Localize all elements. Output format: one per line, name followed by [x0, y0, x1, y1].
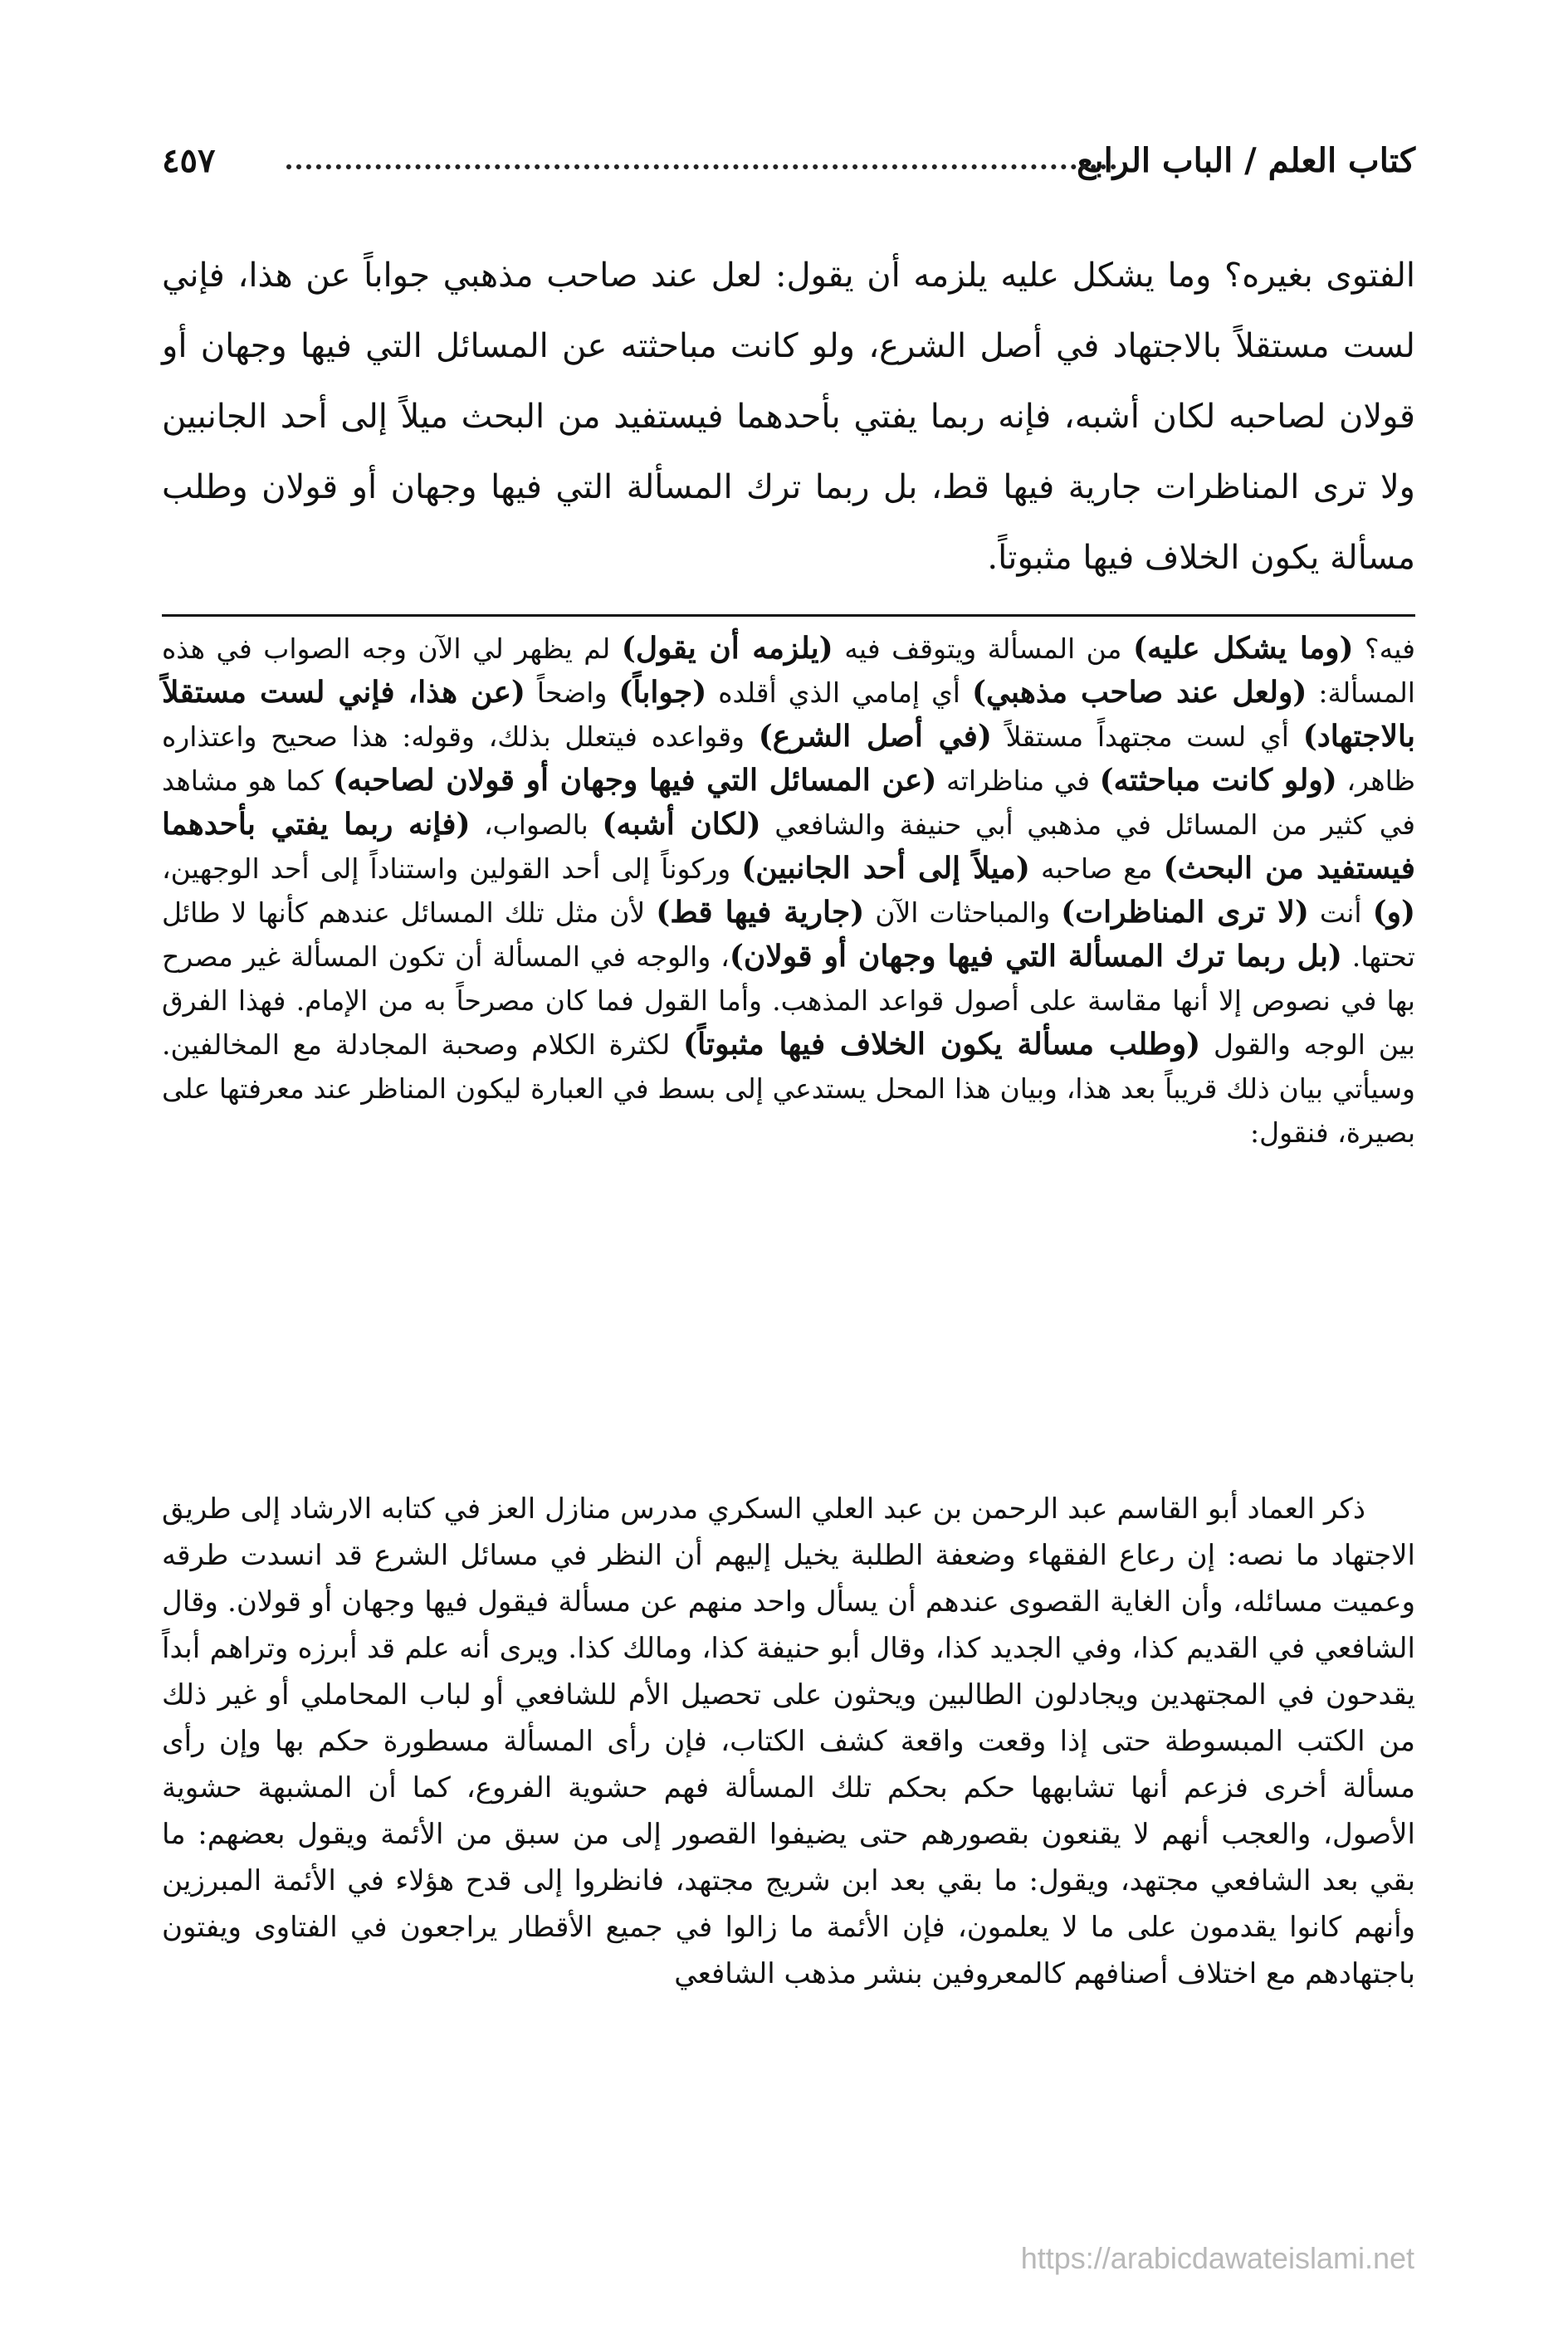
footnote-divider — [162, 614, 1415, 617]
commentary-text: كما هو مشاهد في كثير من المسائل في مذهبي أبي حنيفة والشافعي — [162, 764, 1415, 841]
commentary-text: وقواعده فيتعلل بذلك، وقوله: هذا صحيح واعتذاره ظاهر، — [162, 720, 1415, 797]
header-dot-leader — [286, 164, 1116, 169]
commentary-text: أي لست مجتهداً مستقلاً — [991, 720, 1303, 753]
page-number: ٤٥٧ — [162, 141, 216, 180]
commentary-text: مع صاحبه — [1029, 852, 1164, 885]
quoted-matn-phrase: (يلزمه أن يقول) — [621, 631, 833, 666]
continuation-paragraph: ذكر العماد أبو القاسم عبد الرحمن بن عبد العلي السكري مدرس منازل العز في كتابه الارشاد إلى طريق الاجتهاد ما نصه: إن رعاع الفقهاء وضعفة الطلبة يخيل إليهم أن النظر في مسائل الشرع قد انسدت طرقه وعميت مسائله، وأن الغاية القصوى عندهم أن يسأل واحد منهم عن مسألة فيقول فيها وجهان أو قولان. وقال الشافعي في القديم كذا، وفي الجديد كذا، وقال أبو حنيفة كذا، ومالك كذا. ويرى أنه علم قد أبرزه وتراهم أبداً يقدحون في المجتهدين ويجادلون الطالبين ويحثون على تحصيل الأم للشافعي أو لباب المحاملي أو غير ذلك من الكتب المبسوطة حتى إذا وقعت واقعة كشف الكتاب، فإن رأى المسألة مسطورة حكم بها وإن رأى مسألة أخرى فزعم أنها تشابهها حكم بحكم تلك المسألة فهم حشوية الفروع، كما أن المشبهة حشوية الأصول، والعجب أنهم لا يقنعون بقصورهم حتى يضيفوا القصور إلى من سبق من الأئمة ويقول بعضهم: ما بقي بعد الشافعي مجتهد، ويقول: ما بقي بعد ابن شريج مجتهد، فانظروا إلى قدح هؤلاء في الأئمة المبرزين وأنهم كانوا يقدمون على ما لا يعلمون، فإن الأئمة ما زالوا في جميع الأقطار يراجعون في الفتاوى ويفتون باجتهادهم مع اختلاف أصنافهم كالمعروفين بنشر مذهب الشافعي — [162, 1492, 1415, 1990]
quoted-matn-phrase: (فإنه ربما يفتي بأحدهما فيستفيد من البحث) — [162, 807, 1416, 886]
commentary-text: لأن مثل تلك المسائل عندهم كأنها لا طائل تحتها. — [162, 896, 1415, 973]
commentary-text: واضحاً — [525, 676, 619, 709]
quoted-matn-phrase: (لا ترى المناظرات) — [1061, 895, 1309, 930]
website-watermark: https://arabicdawateislami.net — [1020, 2241, 1414, 2275]
commentary-text: لكثرة الكلام وصحبة المجادلة مع المخالفين. وسيأتي بيان ذلك قريباً بعد هذا، وبيان هذا المحل يستدعي إلى بسط في العبارة ليكون المناظر عند معرفتها على بصيرة، فنقول: — [162, 1028, 1415, 1149]
quoted-matn-phrase: (و) — [1372, 895, 1416, 930]
quoted-matn-phrase: (ولعل عند صاحب مذهبي) — [971, 675, 1307, 710]
quoted-matn-phrase: (ميلاً إلى أحد الجانبين) — [741, 851, 1030, 886]
book-page — [162, 125, 1415, 2299]
commentary-text: وركوناً إلى أحد القولين واستناداً إلى أحد الوجهين، — [162, 852, 742, 885]
quoted-matn-phrase: (عن هذا، فإني لست مستقلاً بالاجتهاد) — [162, 675, 1415, 754]
commentary-text: ، والوجه في المسألة أن تكون المسألة غير مصرح بها في نصوص إلا أنها مقاسة على أصول قواعد المذهب. وأما القول فما كان مصرحاً به من الإمام. فهذا الفرق بين الوجه والقول — [162, 940, 1415, 1061]
commentary-paragraph — [162, 627, 1415, 1155]
quoted-matn-phrase: (في أصل الشرع) — [758, 719, 992, 754]
quoted-matn-phrase: (بل ربما ترك المسألة التي فيها وجهان أو قولان) — [729, 939, 1342, 974]
quoted-matn-phrase: (وطلب مسألة يكون الخلاف فيها مثبوتاً) — [683, 1027, 1201, 1062]
commentary-text: من المسألة ويتوقف فيه — [833, 632, 1133, 665]
quoted-matn-phrase: (جارية فيها قط) — [656, 895, 865, 930]
quoted-matn-phrase: (جواباً) — [618, 675, 707, 710]
continuation-text-block — [162, 1486, 1415, 1997]
quoted-matn-phrase: (لكان أشبه) — [602, 807, 761, 842]
main-text-paragraph: الفتوى بغيره؟ وما يشكل عليه يلزمه أن يقول: لعل عند صاحب مذهبي جواباً عن هذا، فإني لست مستقلاً بالاجتهاد في أصل الشرع، ولو كانت مباحثته عن المسائل التي فيها وجهان أو قولان لصاحبه لكان أشبه، فإنه ربما يفتي بأحدهما فيستفيد من البحث ميلاً إلى أحد الجانبين ولا ترى المناظرات جارية فيها قط، بل ربما ترك المسألة التي فيها وجهان أو قولان وطلب مسألة يكون الخلاف فيها مثبوتاً. — [162, 256, 1415, 577]
commentary-text: أي إمامي الذي أقلده — [706, 676, 972, 709]
commentary-text: فيه؟ — [1353, 632, 1416, 665]
quoted-matn-phrase: (عن المسائل التي فيها وجهان أو قولان لصاحبه) — [332, 763, 937, 798]
commentary-text: بالصواب، — [470, 808, 603, 841]
header-title: كتاب العلم / الباب الرابع — [1077, 141, 1415, 180]
quoted-matn-phrase: (وما يشكل عليه) — [1132, 631, 1354, 666]
commentary-text: في مناظراته — [936, 764, 1100, 797]
commentary-text: لم يظهر لي الآن وجه الصواب في هذه المسألة: — [162, 632, 1415, 709]
commentary-text: أنت — [1308, 896, 1373, 929]
main-text-block — [162, 241, 1415, 593]
commentary-text: والمباحثات الآن — [864, 896, 1062, 929]
quoted-matn-phrase: (ولو كانت مباحثته) — [1099, 763, 1337, 798]
commentary-block — [162, 627, 1415, 1155]
running-header — [162, 141, 1415, 199]
